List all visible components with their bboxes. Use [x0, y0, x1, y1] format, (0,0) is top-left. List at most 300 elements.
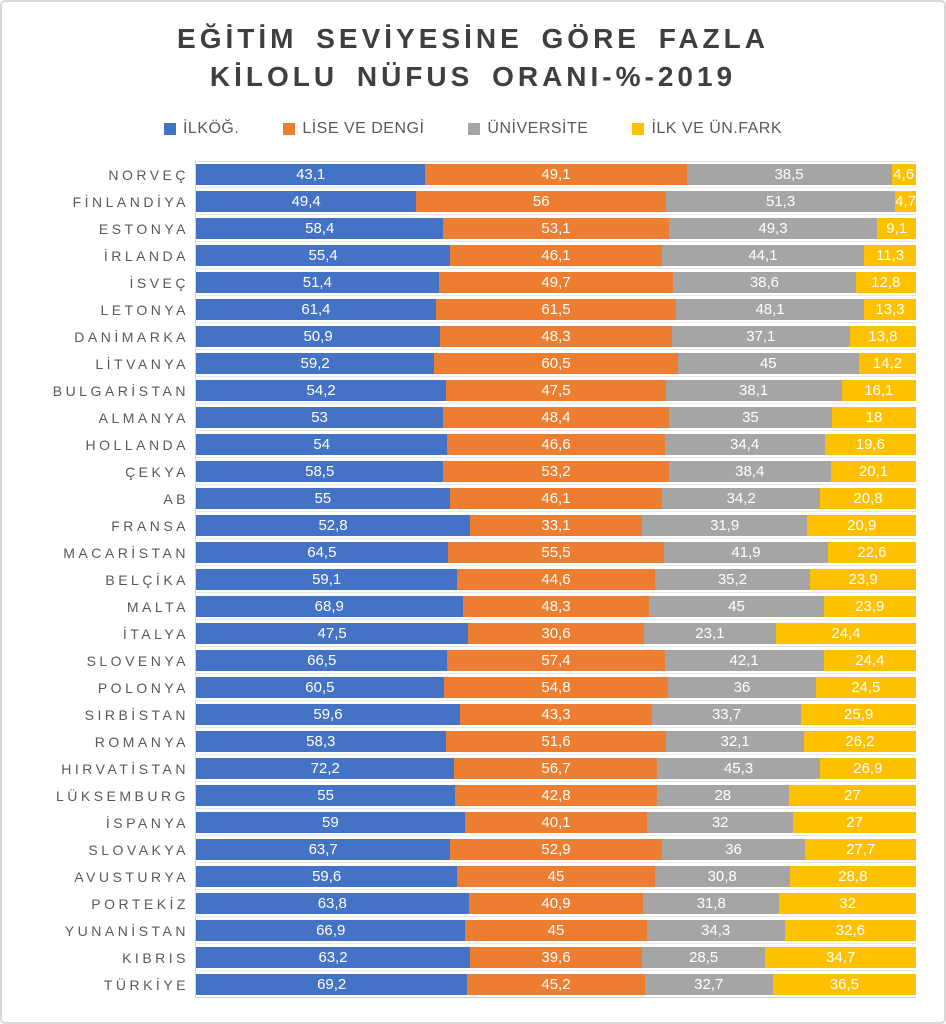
bar-track [195, 647, 916, 674]
category-label: ÇEKYA [125, 463, 189, 480]
bar-track [195, 215, 916, 242]
bar-segment-series-1 [463, 596, 650, 617]
bar-segment-series-0 [196, 407, 443, 428]
bar-segment-series-1 [450, 839, 661, 860]
bar-segment-series-1 [447, 650, 664, 671]
bar-track [195, 296, 916, 323]
bar-track [195, 755, 916, 782]
chart-row [2, 188, 916, 215]
bar-segment-series-3 [842, 380, 916, 401]
value-label: 56,7 [541, 759, 571, 777]
value-label: 31,8 [696, 894, 726, 912]
value-label: 18 [865, 408, 883, 426]
value-label: 63,8 [317, 894, 347, 912]
legend-swatch-icon [283, 123, 295, 135]
bar-segment-series-2 [669, 407, 832, 428]
bar-track [195, 836, 916, 863]
bar-segment-series-1 [450, 488, 663, 509]
bar-segment-series-0 [196, 839, 450, 860]
bar-segment-series-0 [196, 461, 443, 482]
value-label: 53 [311, 408, 328, 426]
chart-row [2, 458, 916, 485]
bar-segment-series-1 [454, 758, 657, 779]
category-label: LÜKSEMBURG [55, 787, 189, 804]
bar-segment-series-0 [196, 731, 446, 752]
bar-segment-series-2 [655, 569, 811, 590]
stacked-bar [196, 407, 916, 428]
legend [2, 119, 944, 138]
category-label: İSVEÇ [129, 274, 189, 291]
bar-segment-series-2 [666, 191, 895, 212]
bar-track [195, 458, 916, 485]
value-label: 59 [322, 813, 339, 831]
category-label: HIRVATİSTAN [61, 760, 189, 777]
bar-segment-series-1 [465, 920, 646, 941]
bar-segment-series-0 [196, 758, 454, 779]
chart-row [2, 620, 916, 647]
value-label: 61,4 [301, 300, 331, 318]
value-label: 54 [313, 435, 331, 453]
bar-segment-series-3 [805, 839, 916, 860]
legend-label: ÜNİVERSİTE [487, 119, 589, 137]
value-label: 28 [714, 786, 732, 804]
bar-segment-series-1 [446, 731, 667, 752]
bar-track [195, 620, 916, 647]
value-label: 27 [846, 813, 863, 831]
category-label: ALMANYA [98, 409, 189, 426]
category-label: ROMANYA [94, 733, 189, 750]
bar-segment-series-3 [765, 947, 916, 968]
category-label: LİTVANYA [95, 355, 189, 372]
bar-segment-series-2 [657, 785, 789, 806]
bar-track [195, 512, 916, 539]
bar-segment-series-2 [678, 353, 859, 374]
value-label: 34,4 [730, 435, 760, 453]
value-label: 53,2 [541, 462, 571, 480]
category-label: BELÇİKA [105, 571, 189, 588]
value-label: 51,4 [302, 273, 332, 291]
bar-segment-series-2 [649, 596, 823, 617]
value-label: 30,6 [541, 624, 571, 642]
stacked-bar [196, 893, 916, 914]
bar-segment-series-1 [467, 974, 644, 995]
bar-track [195, 782, 916, 809]
stacked-bar [196, 866, 916, 887]
bar-segment-series-2 [672, 326, 850, 347]
value-label: 45 [547, 921, 565, 939]
value-label: 32,6 [835, 921, 865, 939]
chart-row [2, 350, 916, 377]
category-label: KIBRIS [122, 949, 189, 966]
value-label: 55,4 [308, 246, 338, 264]
value-label: 47,5 [541, 381, 571, 399]
value-label: 60,5 [305, 678, 335, 696]
value-label: 60,5 [541, 354, 571, 372]
value-label: 48,3 [541, 327, 571, 345]
chart-row [2, 377, 916, 404]
value-label: 25,9 [843, 705, 874, 723]
value-label: 49,3 [758, 219, 788, 237]
value-label: 46,6 [541, 435, 571, 453]
value-label: 13,8 [868, 327, 898, 345]
bar-segment-series-1 [443, 218, 668, 239]
chart-row [2, 512, 916, 539]
bar-segment-series-1 [443, 407, 669, 428]
bar-segment-series-2 [666, 380, 842, 401]
bar-track [195, 674, 916, 701]
value-label: 45,2 [541, 975, 571, 993]
bar-segment-series-2 [647, 812, 793, 833]
value-label: 24,4 [831, 624, 861, 642]
value-label: 54,8 [541, 678, 571, 696]
bar-segment-series-2 [657, 758, 819, 779]
bar-segment-series-0 [196, 920, 465, 941]
chart-row [2, 296, 916, 323]
value-label: 32 [711, 813, 729, 831]
bar-segment-series-1 [469, 893, 644, 914]
value-label: 32,1 [720, 732, 750, 750]
bar-chart-plot-area [2, 161, 944, 998]
bar-segment-series-0 [196, 326, 440, 347]
bar-segment-series-1 [443, 461, 668, 482]
value-label: 55,5 [541, 543, 571, 561]
value-label: 26,9 [853, 759, 883, 777]
value-label: 30,8 [707, 867, 737, 885]
value-label: 42,1 [729, 651, 759, 669]
category-label: İRLANDA [103, 247, 189, 264]
bar-segment-series-1 [440, 326, 672, 347]
bar-segment-series-2 [673, 272, 855, 293]
legend-swatch-icon [468, 123, 480, 135]
stacked-bar [196, 623, 916, 644]
legend-swatch-icon [164, 123, 176, 135]
bar-segment-series-0 [196, 785, 455, 806]
value-label: 45 [547, 867, 565, 885]
value-label: 55 [314, 489, 332, 507]
value-label: 36 [725, 840, 742, 858]
bar-segment-series-3 [828, 542, 916, 563]
value-label: 33,7 [711, 705, 742, 723]
bar-segment-series-2 [642, 515, 808, 536]
chart-row [2, 404, 916, 431]
stacked-bar [196, 569, 916, 590]
bar-track [195, 593, 916, 620]
bar-segment-series-2 [647, 920, 785, 941]
bar-segment-series-1 [444, 677, 668, 698]
category-label: AB [163, 490, 189, 507]
stacked-bar [196, 812, 916, 833]
category-label: AVUSTURYA [74, 868, 189, 885]
chart-row [2, 728, 916, 755]
bar-segment-series-3 [810, 569, 916, 590]
value-label: 43,1 [296, 166, 326, 183]
bar-segment-series-1 [448, 542, 665, 563]
bar-segment-series-3 [864, 245, 916, 266]
bar-segment-series-3 [773, 974, 916, 995]
stacked-bar [196, 920, 916, 941]
bar-segment-series-0 [196, 191, 416, 212]
value-label: 45,3 [723, 759, 754, 777]
category-label: LETONYA [100, 301, 189, 318]
value-label: 34,3 [701, 921, 731, 939]
bar-segment-series-1 [470, 515, 642, 536]
bar-segment-series-2 [664, 542, 828, 563]
stacked-bar [196, 677, 916, 698]
value-label: 39,6 [541, 948, 571, 966]
value-label: 59,6 [312, 867, 342, 885]
bar-segment-series-2 [687, 164, 892, 185]
bar-segment-series-0 [196, 542, 448, 563]
bar-track [195, 377, 916, 404]
bar-segment-series-3 [831, 461, 916, 482]
chart-row [2, 971, 916, 998]
bar-segment-series-2 [655, 866, 790, 887]
value-label: 55 [317, 786, 334, 804]
stacked-bar [196, 326, 916, 347]
value-label: 38,1 [739, 381, 769, 399]
chart-row [2, 836, 916, 863]
value-label: 36,5 [829, 975, 859, 993]
value-label: 64,5 [307, 543, 337, 561]
bar-segment-series-2 [665, 434, 825, 455]
bar-track [195, 188, 916, 215]
stacked-bar [196, 488, 916, 509]
value-label: 42,8 [541, 786, 571, 804]
bar-segment-series-3 [892, 164, 916, 185]
bar-segment-series-0 [196, 515, 470, 536]
value-label: 59,1 [312, 570, 342, 588]
category-label: YUNANİSTAN [64, 922, 189, 939]
value-label: 38,4 [735, 462, 765, 480]
stacked-bar [196, 299, 916, 320]
bar-segment-series-2 [644, 623, 776, 644]
bar-segment-series-0 [196, 245, 450, 266]
category-label: İSPANYA [105, 814, 189, 831]
value-label: 16,1 [864, 381, 894, 399]
bar-segment-series-0 [196, 299, 436, 320]
value-label: 23,9 [848, 570, 878, 588]
value-label: 34,2 [726, 489, 756, 507]
value-label: 51,6 [541, 732, 571, 750]
value-label: 63,7 [308, 840, 338, 858]
chart-row [2, 485, 916, 512]
value-label: 48,4 [541, 408, 571, 426]
value-label: 34,7 [826, 948, 856, 966]
value-label: 23,1 [695, 624, 725, 642]
stacked-bar [196, 380, 916, 401]
bar-segment-series-2 [662, 839, 806, 860]
value-label: 45 [759, 354, 777, 372]
category-label: İTALYA [122, 625, 189, 642]
bar-segment-series-3 [779, 893, 916, 914]
bar-segment-series-0 [196, 866, 457, 887]
legend-item-1 [283, 120, 424, 138]
category-label: POLONYA [97, 679, 189, 696]
chart-row [2, 161, 916, 188]
stacked-bar [196, 461, 916, 482]
value-label: 52,8 [318, 516, 348, 534]
value-label: 72,2 [310, 759, 340, 777]
value-label: 48,1 [755, 300, 785, 318]
chart-row [2, 809, 916, 836]
stacked-bar [196, 515, 916, 536]
legend-swatch-icon [632, 123, 644, 135]
value-label: 44,6 [541, 570, 571, 588]
stacked-bar [196, 704, 916, 725]
bar-segment-series-3 [790, 866, 916, 887]
chart-title [2, 20, 944, 96]
category-label: NORVEÇ [108, 166, 189, 183]
value-label: 46,1 [541, 246, 571, 264]
bar-segment-series-0 [196, 893, 469, 914]
value-label: 59,6 [313, 705, 343, 723]
bar-track [195, 971, 916, 998]
bar-segment-series-1 [425, 164, 686, 185]
bar-segment-series-2 [643, 893, 779, 914]
bar-segment-series-0 [196, 704, 460, 725]
category-label: ESTONYA [98, 220, 189, 237]
bar-track [195, 161, 916, 188]
bar-segment-series-1 [460, 704, 652, 725]
bar-segment-series-0 [196, 488, 450, 509]
bar-segment-series-3 [793, 812, 916, 833]
bar-segment-series-3 [776, 623, 916, 644]
bar-track [195, 566, 916, 593]
value-label: 66,5 [307, 651, 337, 669]
category-label: TÜRKİYE [103, 976, 189, 993]
bar-segment-series-0 [196, 812, 465, 833]
chart-row [2, 944, 916, 971]
value-label: 52,9 [541, 840, 571, 858]
bar-segment-series-2 [662, 488, 820, 509]
bar-segment-series-3 [789, 785, 916, 806]
bar-segment-series-3 [785, 920, 916, 941]
value-label: 12,8 [871, 273, 901, 291]
bar-track [195, 890, 916, 917]
value-label: 33,1 [541, 516, 571, 534]
bar-segment-series-1 [450, 245, 662, 266]
bar-segment-series-1 [436, 299, 676, 320]
bar-segment-series-1 [416, 191, 666, 212]
chart-title-line2: KİLOLU NÜFUS ORANI-%-2019 [209, 61, 737, 92]
value-label: 46,1 [541, 489, 571, 507]
bar-segment-series-0 [196, 434, 447, 455]
stacked-bar [196, 272, 916, 293]
bar-segment-series-1 [457, 866, 654, 887]
category-label: DANİMARKA [74, 328, 189, 345]
stacked-bar [196, 785, 916, 806]
value-label: 38,6 [749, 273, 780, 291]
value-label: 11,3 [876, 246, 905, 264]
category-label: PORTEKİZ [91, 895, 189, 912]
bar-segment-series-0 [196, 677, 444, 698]
value-label: 68,9 [314, 597, 344, 615]
stacked-bar [196, 731, 916, 752]
value-label: 40,9 [541, 894, 571, 912]
stacked-bar [196, 947, 916, 968]
category-label: MALTA [126, 598, 189, 615]
value-label: 49,7 [541, 273, 571, 291]
value-label: 45 [728, 597, 745, 615]
bar-segment-series-3 [895, 191, 916, 212]
bar-segment-series-0 [196, 272, 439, 293]
value-label: 32 [839, 894, 856, 912]
value-label: 59,2 [300, 354, 330, 372]
bar-segment-series-0 [196, 380, 446, 401]
stacked-bar [196, 974, 916, 995]
chart-row [2, 890, 916, 917]
value-label: 32,7 [694, 975, 724, 993]
bar-segment-series-0 [196, 164, 425, 185]
chart-row [2, 215, 916, 242]
legend-label: İLKÖĞ. [182, 119, 240, 137]
bar-track [195, 539, 916, 566]
bar-track [195, 863, 916, 890]
value-label: 28,5 [689, 948, 719, 966]
value-label: 36 [733, 678, 751, 696]
legend-item-0 [164, 120, 239, 138]
bar-segment-series-0 [196, 569, 457, 590]
chart-row [2, 647, 916, 674]
stacked-bar [196, 839, 916, 860]
chart-row [2, 242, 916, 269]
chart-row [2, 539, 916, 566]
value-label: 9,1 [886, 219, 908, 237]
value-label: 37,1 [746, 327, 776, 345]
bar-segment-series-2 [676, 299, 864, 320]
legend-label: İLK VE ÜN.FARK [651, 119, 783, 137]
category-label: SLOVAKYA [88, 841, 189, 858]
bar-segment-series-1 [468, 623, 643, 644]
value-label: 40,1 [541, 813, 571, 831]
bar-segment-series-3 [859, 353, 916, 374]
category-label: MACARİSTAN [63, 544, 189, 561]
bar-segment-series-2 [665, 650, 824, 671]
bar-segment-series-3 [820, 758, 916, 779]
chart-row [2, 755, 916, 782]
bar-track [195, 269, 916, 296]
bar-segment-series-3 [807, 515, 915, 536]
bar-segment-series-3 [850, 326, 916, 347]
category-label: FRANSA [111, 517, 189, 534]
stacked-bar [196, 758, 916, 779]
category-label: SLOVENYA [86, 652, 189, 669]
chart-row [2, 863, 916, 890]
value-label: 48,3 [541, 597, 571, 615]
value-label: 20,8 [853, 489, 883, 507]
bar-segment-series-0 [196, 650, 447, 671]
category-label: HOLLANDA [85, 436, 189, 453]
value-label: 63,2 [318, 948, 348, 966]
bar-segment-series-1 [455, 785, 657, 806]
value-label: 49,1 [541, 166, 571, 183]
category-label: SIRBİSTAN [84, 706, 189, 723]
chart-row [2, 701, 916, 728]
bar-segment-series-0 [196, 218, 443, 239]
stacked-bar [196, 596, 916, 617]
value-label: 27 [844, 786, 861, 804]
bar-track [195, 485, 916, 512]
bar-segment-series-3 [877, 218, 916, 239]
bar-segment-series-2 [652, 704, 801, 725]
value-label: 35 [742, 408, 759, 426]
value-label: 53,1 [541, 219, 571, 237]
value-label: 54,2 [306, 381, 336, 399]
value-label: 43,3 [541, 705, 571, 723]
bar-segment-series-1 [434, 353, 677, 374]
stacked-bar [196, 353, 916, 374]
chart-row [2, 269, 916, 296]
